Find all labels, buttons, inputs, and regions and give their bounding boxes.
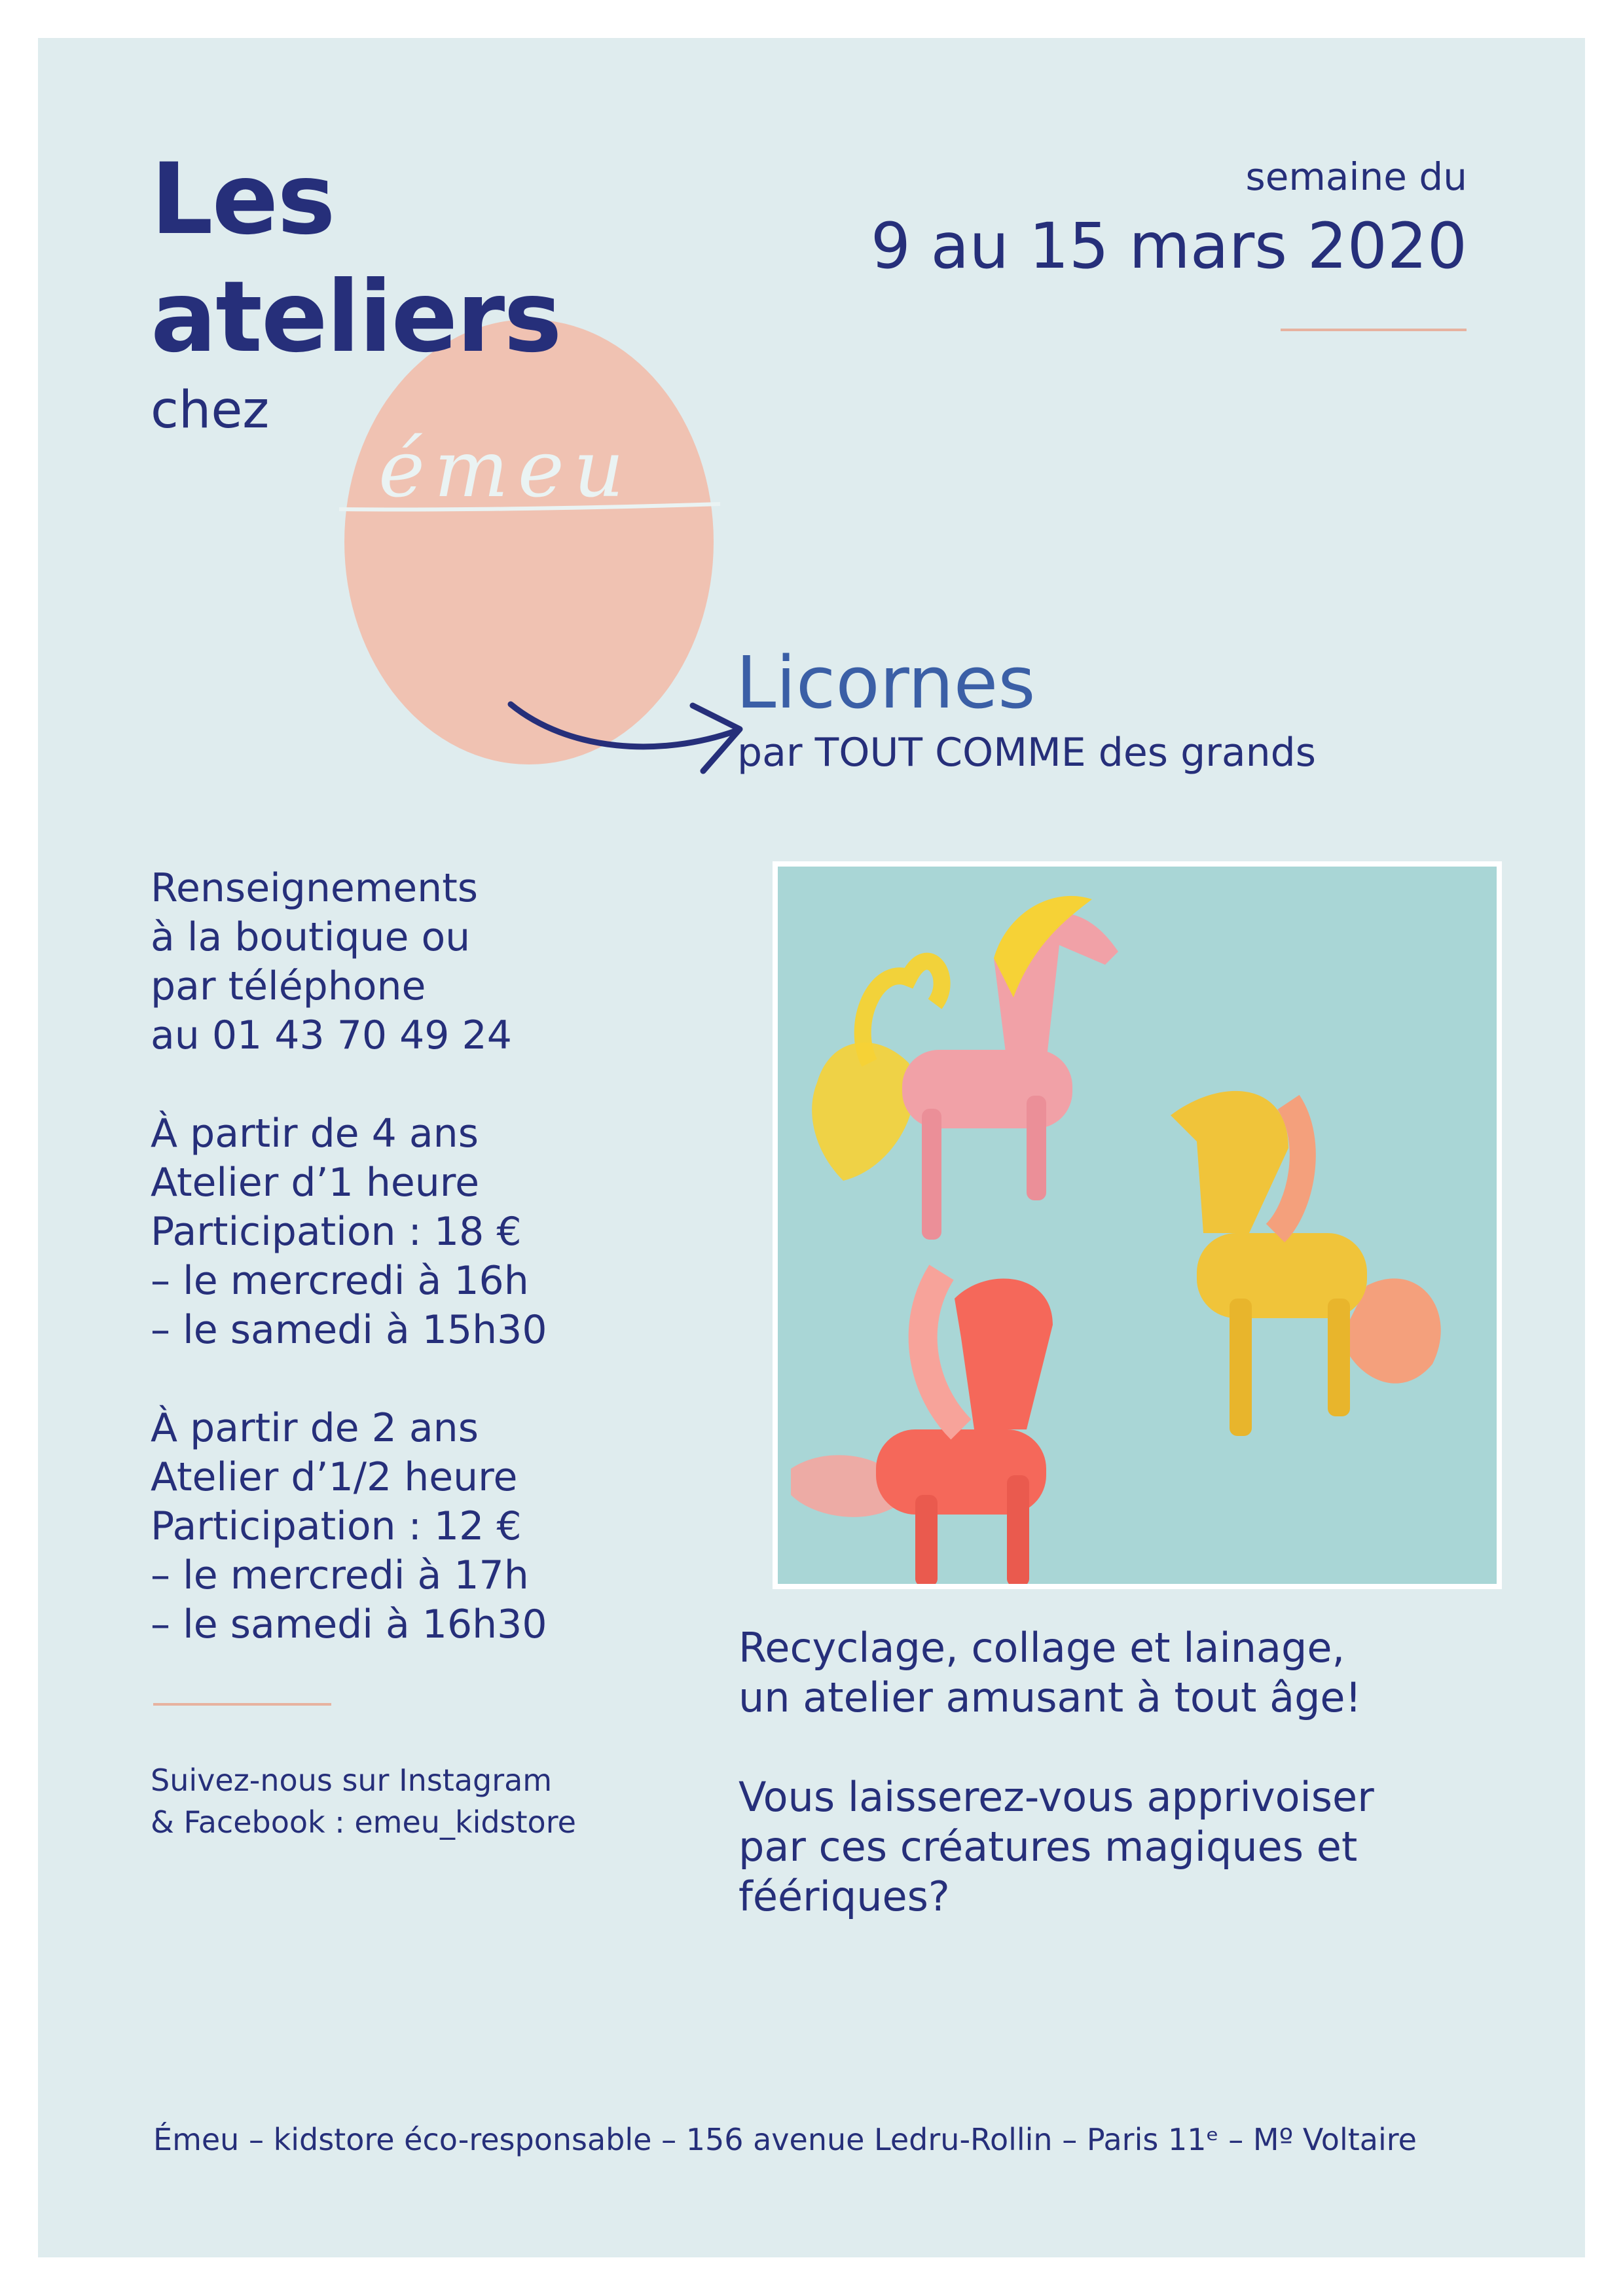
red-horse xyxy=(791,1272,1053,1584)
age2-line: Atelier d’1/2 heure xyxy=(151,1454,518,1500)
description-line: Vous laisserez-vous apprivoiser xyxy=(739,1773,1374,1821)
divider-top xyxy=(1281,329,1467,331)
social-line: & Facebook : emeu_kidstore xyxy=(151,1804,576,1840)
week-label: semaine du xyxy=(1245,154,1467,199)
photo-surface xyxy=(778,867,1497,1584)
age2-block xyxy=(151,1404,648,1649)
age4-schedule: – le mercredi à 16h xyxy=(151,1258,529,1304)
age4-price: Participation : 18 € xyxy=(151,1209,522,1255)
contact-line: Renseignements xyxy=(151,865,478,911)
workshop-photo xyxy=(773,861,1502,1589)
contact-block xyxy=(151,864,648,1060)
age4-schedule: – le samedi à 15h30 xyxy=(151,1307,547,1353)
info-column xyxy=(151,864,648,1649)
age2-schedule: – le mercredi à 17h xyxy=(151,1552,529,1598)
paper-horses-illustration xyxy=(778,867,1497,1584)
workshop-title: Licornes xyxy=(736,641,1036,725)
age4-line: À partir de 4 ans xyxy=(151,1111,479,1157)
age2-schedule: – le samedi à 16h30 xyxy=(151,1602,547,1647)
description-line: féériques? xyxy=(739,1873,950,1920)
arrow-icon xyxy=(496,653,771,797)
description xyxy=(739,1623,1524,1922)
contact-phone: au 01 43 70 49 24 xyxy=(151,1013,512,1058)
title-line-2: ateliers xyxy=(151,260,561,374)
description-line: Recyclage, collage et lainage, xyxy=(739,1624,1345,1672)
poster xyxy=(38,38,1585,2257)
social-text xyxy=(151,1759,687,1843)
description-p1 xyxy=(739,1623,1524,1723)
social-line: Suivez-nous sur Instagram xyxy=(151,1763,553,1798)
contact-line: par téléphone xyxy=(151,963,426,1009)
yellow-horse xyxy=(1171,1091,1441,1436)
age4-line: Atelier d’1 heure xyxy=(151,1160,480,1206)
age2-price: Participation : 12 € xyxy=(151,1503,522,1549)
description-p2 xyxy=(739,1772,1524,1922)
contact-line: à la boutique ou xyxy=(151,914,471,960)
workshop-subtitle: par TOUT COMME des grands xyxy=(737,730,1316,776)
description-line: par ces créatures magiques et xyxy=(739,1823,1358,1871)
title-line-1: Les xyxy=(151,143,335,257)
title-line-3: chez xyxy=(151,381,270,440)
logo-script: émeu xyxy=(378,424,634,515)
age2-line: À partir de 2 ans xyxy=(151,1405,479,1451)
footer-address: Émeu – kidstore éco-responsable – 156 avenue Ledru-Rollin – Paris 11ᵉ – Mº Voltaire xyxy=(153,2122,1417,2157)
divider-left xyxy=(153,1703,331,1706)
week-dates: 9 au 15 mars 2020 xyxy=(870,209,1467,283)
age4-block xyxy=(151,1109,648,1355)
pink-horse xyxy=(812,896,1118,1240)
description-line: un atelier amusant à tout âge! xyxy=(739,1674,1362,1721)
